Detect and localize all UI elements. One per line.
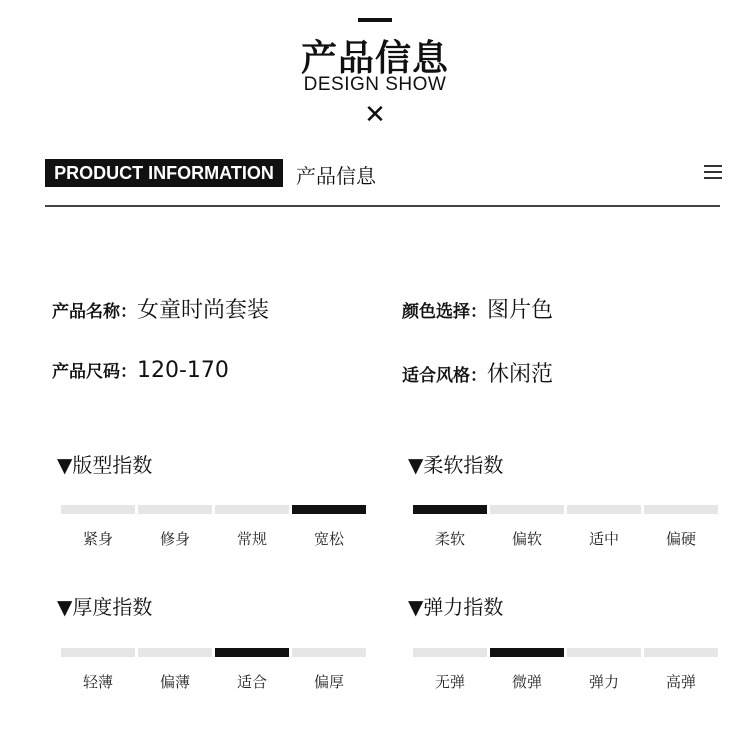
elasticity-level-label: 高弹 <box>665 673 696 691</box>
spec-color-label: 颜色选择： <box>402 302 487 322</box>
fit-segment-1 <box>138 505 212 514</box>
page-title: 产品信息 <box>300 38 449 79</box>
spec-color <box>402 293 553 324</box>
fit-level-label: 宽松 <box>313 530 344 548</box>
thickness-level-label: 偏薄 <box>159 673 190 691</box>
thickness-level-label: 偏厚 <box>313 673 344 691</box>
softness-segment-1 <box>490 505 564 514</box>
softness-segment-3 <box>644 505 718 514</box>
thickness-level-label: 适合 <box>236 673 267 691</box>
fit-segment-2 <box>215 505 289 514</box>
softness-level-label: 柔软 <box>434 530 465 548</box>
elasticity-segment-2 <box>567 648 641 657</box>
thickness-index-title: ▼厚度指数 <box>57 595 153 619</box>
spec-name-label: 产品名称： <box>52 302 137 322</box>
section-divider <box>45 205 720 207</box>
spec-style-value: 休闲范 <box>487 362 554 387</box>
thickness-segment-3 <box>292 648 366 657</box>
softness-level-label: 偏软 <box>511 530 542 548</box>
section-banner-en: PRODUCT INFORMATION <box>45 159 283 187</box>
softness-index-title: ▼柔软指数 <box>408 453 504 477</box>
elasticity-segment-0 <box>413 648 487 657</box>
softness-level-label: 偏硬 <box>665 530 696 548</box>
fit-level-label: 修身 <box>159 530 190 548</box>
softness-level-label: 适中 <box>588 530 619 548</box>
fit-level-label: 紧身 <box>82 530 113 548</box>
thickness-segment-0 <box>61 648 135 657</box>
spec-name <box>52 293 269 324</box>
hamburger-menu-icon <box>704 165 722 179</box>
spec-color-value: 图片色 <box>487 298 554 323</box>
fit-level-label: 常规 <box>236 530 267 548</box>
page-subtitle: DESIGN SHOW <box>303 74 447 95</box>
elasticity-level-label: 微弹 <box>511 673 542 691</box>
elasticity-segment-1 <box>490 648 564 657</box>
top-dash-decoration <box>358 18 392 22</box>
fit-index-title: ▼版型指数 <box>57 453 153 477</box>
section-banner-cn: 产品信息 <box>296 164 376 188</box>
thickness-segment-2 <box>215 648 289 657</box>
thickness-segment-1 <box>138 648 212 657</box>
spec-size-value: 120-170 <box>137 358 229 383</box>
softness-segment-2 <box>567 505 641 514</box>
spec-style-label: 适合风格： <box>402 366 487 386</box>
thickness-level-label: 轻薄 <box>82 673 113 691</box>
spec-style <box>402 357 553 388</box>
close-icon: ✕ <box>364 100 386 130</box>
spec-size <box>52 357 229 383</box>
softness-segment-0 <box>413 505 487 514</box>
spec-name-value: 女童时尚套装 <box>137 298 270 323</box>
elasticity-segment-3 <box>644 648 718 657</box>
elasticity-index-title: ▼弹力指数 <box>408 595 504 619</box>
elasticity-level-label: 弹力 <box>588 673 619 691</box>
elasticity-level-label: 无弹 <box>434 673 465 691</box>
fit-segment-3 <box>292 505 366 514</box>
spec-size-label: 产品尺码： <box>52 362 137 382</box>
fit-segment-0 <box>61 505 135 514</box>
